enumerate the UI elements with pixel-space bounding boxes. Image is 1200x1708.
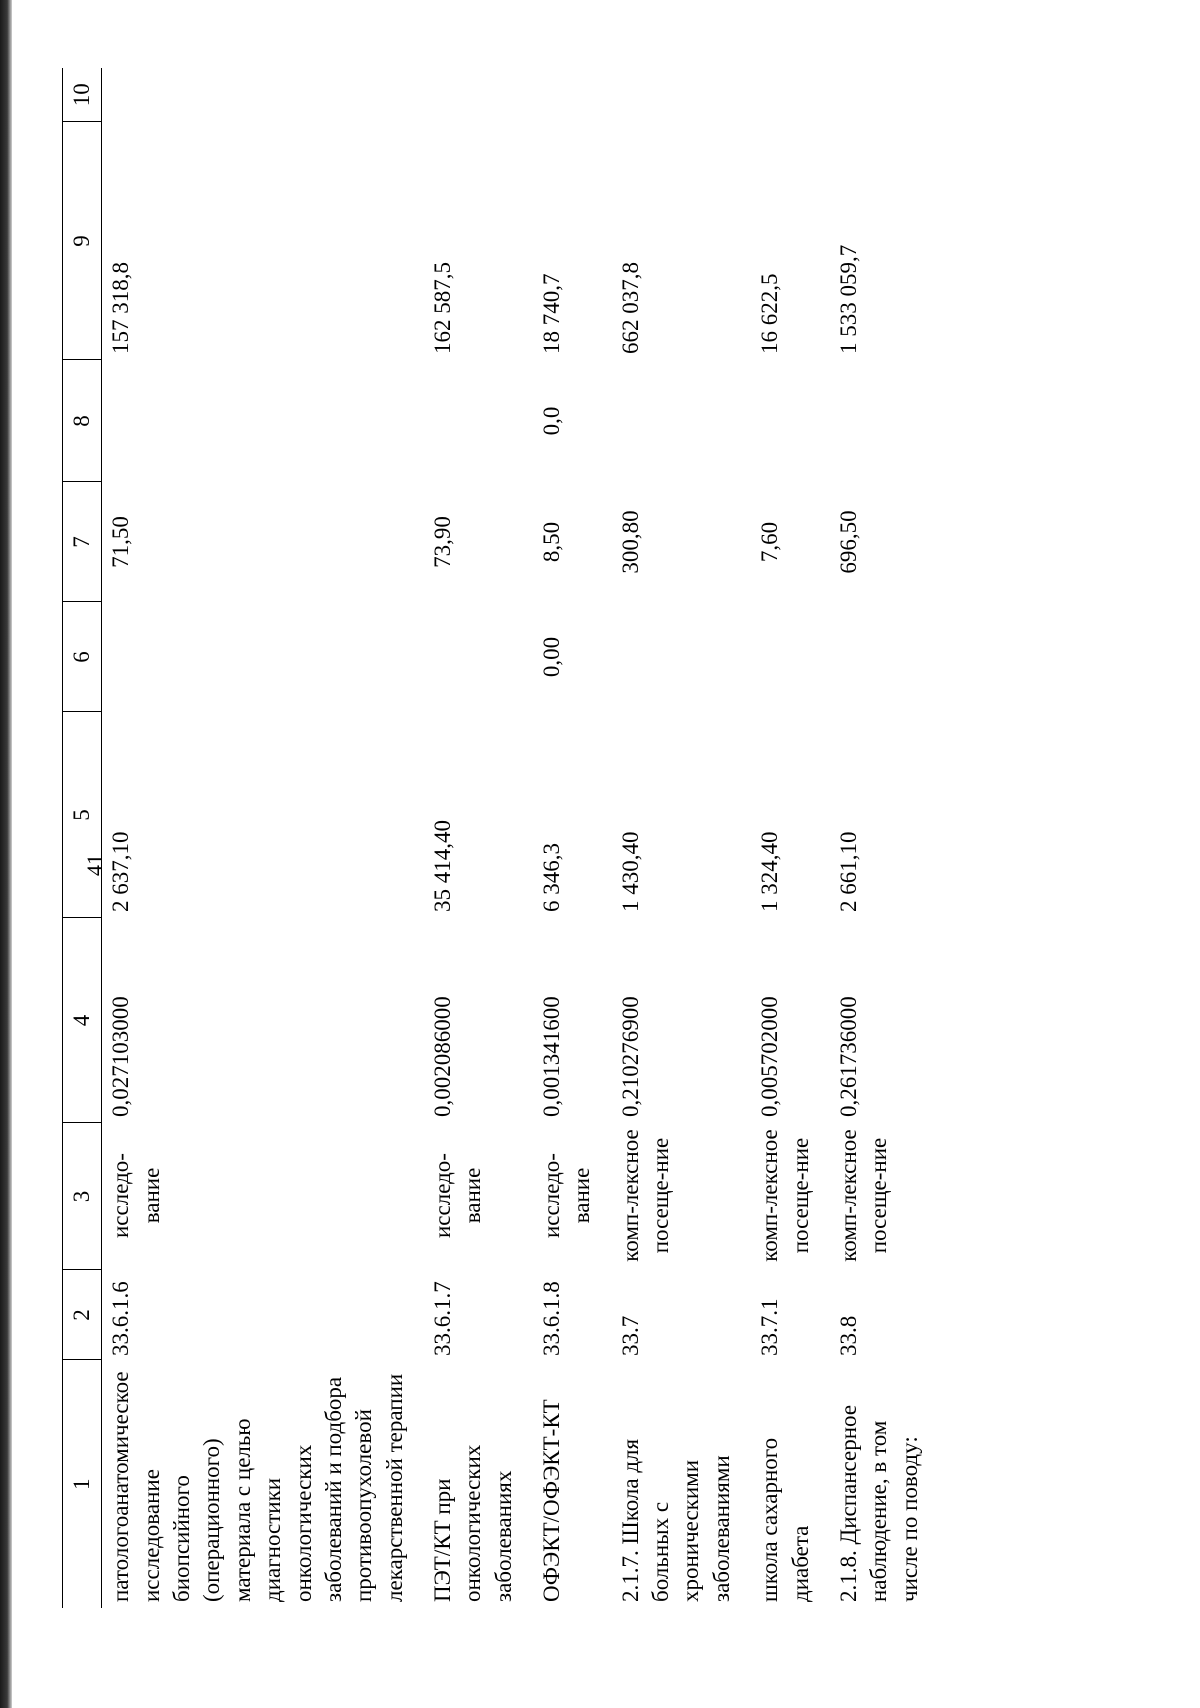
cell-col8: 0,0 [539,406,565,436]
cell-col5: 1 324,40 [757,831,783,912]
row-code: 33.8 [835,1315,861,1356]
table-body [102,68,939,1608]
cell-col5: 6 346,3 [539,843,565,912]
cell-col8 [424,360,533,482]
row-code: 33.6.1.6 [108,1281,134,1356]
cell-col4: 0,005702000 [757,996,783,1117]
cell-col9: 157 318,8 [108,262,134,354]
row-name: патологоанатомическое исследование биопсийного (операционного) материала с целью диагностики онкологических заболеваний и подбора противоопухолевой лекарственной терапии [108,1371,407,1602]
row-code: 33.7 [617,1315,643,1356]
header-cell: 1 [63,1360,102,1608]
header-cell: 3 [63,1123,102,1270]
header-row [63,68,102,1608]
row-name: ОФЭКТ/ОФЭКТ-КТ [539,1399,565,1602]
row-unit: исследо-вание [539,1153,595,1238]
cell-col7: 71,50 [108,516,134,568]
cell-col10 [102,68,424,122]
cell-col7: 7,60 [757,521,783,563]
table-row [102,68,424,1608]
cell-col5: 2 661,10 [835,831,861,912]
row-name: школа сахарного диабета [757,1437,813,1602]
cell-col10 [751,68,830,122]
cell-col5: 1 430,40 [617,831,643,912]
table-row [612,68,751,1608]
row-unit: исследо-вание [429,1153,486,1238]
cell-col4: 0,027103000 [108,996,134,1117]
cell-col6: 0,00 [539,636,565,678]
header-cell: 2 [63,1270,102,1360]
row-code: 33.6.1.8 [539,1281,565,1356]
cell-col8 [830,360,939,482]
data-table [62,68,939,1608]
cell-col8 [751,360,830,482]
cell-col7: 300,80 [617,510,643,574]
row-unit: исследо-вание [108,1153,164,1238]
cell-col6 [751,602,830,712]
table-row [830,68,939,1608]
row-code: 33.6.1.7 [429,1281,455,1356]
row-name: 2.1.7. Школа для больных с хроническими заболеваниями [617,1438,734,1602]
row-name: ПЭТ/КТ при онкологических заболеваниях [429,1444,516,1602]
cell-col7: 8,50 [539,521,565,563]
cell-col5: 35 414,40 [429,820,455,912]
cell-col9: 18 740,7 [539,273,565,354]
cell-col10 [533,68,612,122]
header-cell: 5 [63,712,102,918]
cell-col9: 16 622,5 [757,273,783,354]
cell-col8 [612,360,751,482]
header-cell: 6 [63,602,102,712]
cell-col4: 0,001341600 [539,996,565,1117]
cell-col7: 73,90 [429,516,455,568]
row-unit: комп-лексное посеще-ние [835,1129,892,1262]
table-row [533,68,612,1608]
row-unit: комп-лексное посеще-ние [757,1129,813,1262]
page-number: 41 [82,854,107,876]
table-row [751,68,830,1608]
cell-col7: 696,50 [835,510,861,574]
header-cell: 8 [63,360,102,482]
cell-col10 [424,68,533,122]
cell-col6 [102,602,424,712]
header-cell: 9 [63,122,102,360]
cell-col6 [424,602,533,712]
table-header [63,68,102,1608]
cell-col10 [830,68,939,122]
cell-col4: 0,210276900 [617,996,643,1117]
cell-col10 [612,68,751,122]
cell-col4: 0,002086000 [429,996,455,1117]
header-cell: 4 [63,918,102,1123]
row-unit: комп-лексное посеще-ние [617,1129,674,1262]
cell-col9: 662 037,8 [617,262,643,354]
row-name: 2.1.8. Диспансерное наблюдение, в том числе по поводу: [835,1404,922,1602]
cell-col6 [830,602,939,712]
header-cell: 7 [63,482,102,602]
cell-col5: 2 637,10 [108,831,134,912]
cell-col8 [102,360,424,482]
cell-col4: 0,261736000 [835,996,861,1117]
cell-col9: 162 587,5 [429,262,455,354]
row-code: 33.7.1 [757,1298,783,1356]
table-row [424,68,533,1608]
cell-col6 [612,602,751,712]
header-cell: 10 [63,68,102,122]
cell-col9: 1 533 059,7 [835,244,861,354]
